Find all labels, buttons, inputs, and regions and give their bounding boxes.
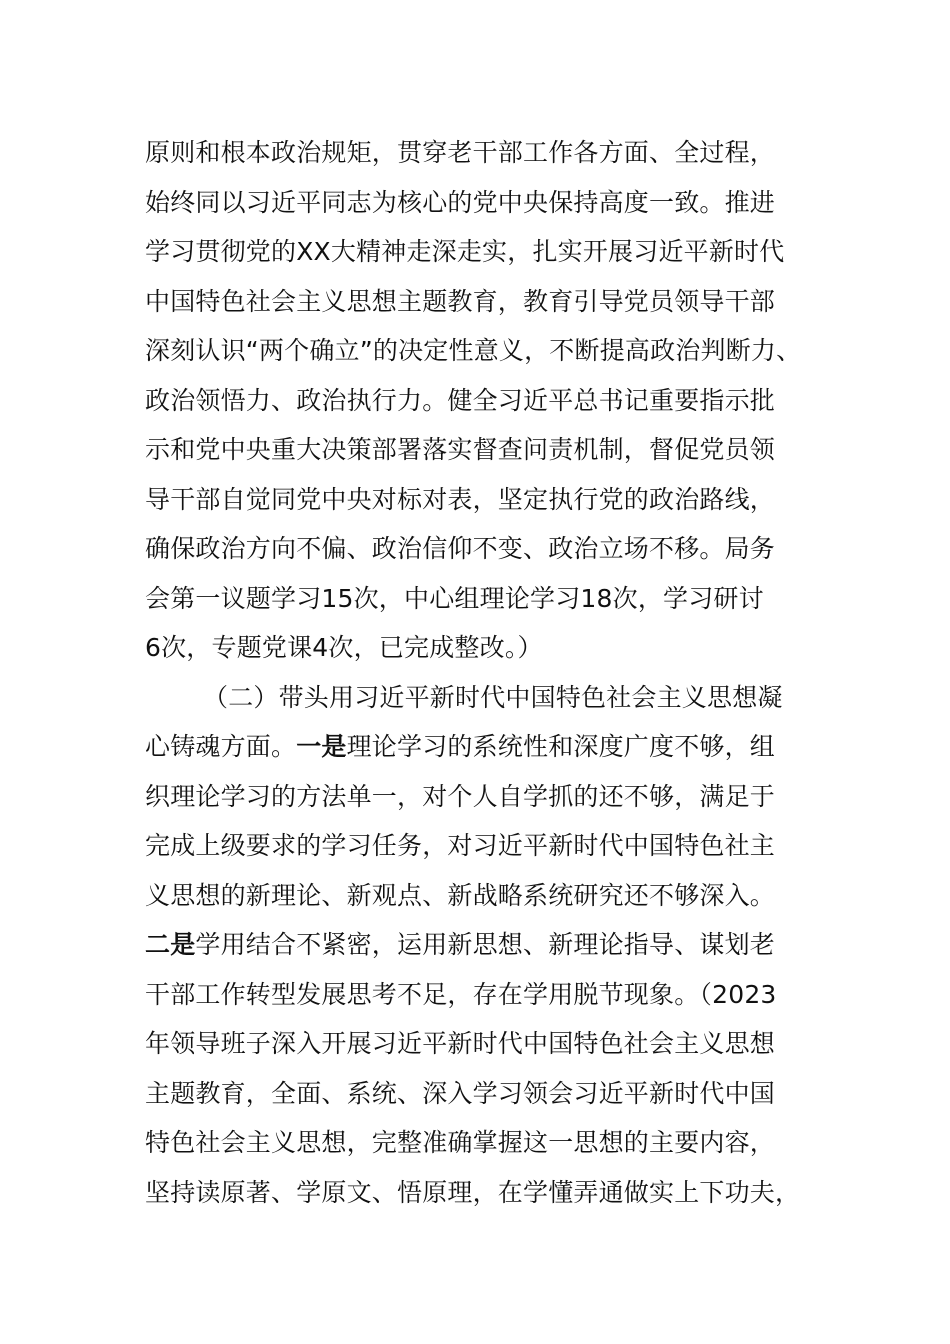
bold-marker: 一是 [296, 732, 347, 761]
document-body [145, 128, 825, 1217]
text-line: 义思想的新理论、新观点、新战略系统研究还不够深入。 [145, 880, 776, 910]
text-line: 政治领悟力、政治执行力。健全习近平总书记重要指示批 [145, 385, 776, 415]
text-line: 年领导班子深入开展习近平新时代中国特色社会主义思想 [145, 1029, 776, 1058]
text-segment: 心铸魂方面。 [145, 732, 297, 761]
text-line-mixed [145, 920, 825, 970]
text-line: 6次，专题党课4次，已完成整改。） [145, 633, 543, 662]
text-line: 导干部自觉同党中央对标对表，坚定执行党的政治路线， [145, 484, 776, 514]
text-line: 会第一议题学习15次，中心组理论学习18次，学习研讨 [145, 583, 764, 613]
text-segment: 学用结合不紧密，运用新思想、新理论指导、谋划老 [195, 930, 776, 959]
text-line: 深刻认识“两个确立”的决定性意义，不断提高政治判断力、 [145, 336, 802, 365]
text-line: 坚持读原著、学原文、悟原理，在学懂弄通做实上下功夫， [145, 1177, 801, 1207]
bold-marker: 二是 [145, 930, 196, 959]
section-heading-line: （二）带头用习近平新时代中国特色社会主义思想凝 [203, 682, 783, 712]
text-line: 确保政治方向不偏、政治信仰不变、政治立场不移。局务 [145, 534, 776, 563]
text-line: 始终同以习近平同志为核心的党中央保持高度一致。推进 [145, 187, 776, 217]
text-segment: 理论学习的系统性和深度广度不够，组 [346, 732, 776, 761]
text-line: 中国特色社会主义思想主题教育，教育引导党员领导干部 [145, 286, 776, 316]
text-line: 原则和根本政治规矩，贯穿老干部工作各方面、全过程， [145, 138, 776, 167]
text-line: 完成上级要求的学习任务，对习近平新时代中国特色社主 [145, 831, 776, 860]
text-line: 学习贯彻党的XX大精神走深走实，扎实开展习近平新时代 [145, 237, 785, 266]
text-line: 干部工作转型发展思考不足，存在学用脱节现象。（2023 [145, 979, 777, 1009]
text-line: 示和党中央重大决策部署落实督查问责机制，督促党员领 [145, 435, 776, 464]
text-line: 主题教育，全面、系统、深入学习领会习近平新时代中国 [145, 1078, 776, 1108]
text-line-mixed [145, 722, 825, 772]
text-line: 特色社会主义思想，完整准确掌握这一思想的主要内容， [145, 1128, 776, 1157]
text-line: 织理论学习的方法单一，对个人自学抓的还不够，满足于 [145, 781, 776, 811]
